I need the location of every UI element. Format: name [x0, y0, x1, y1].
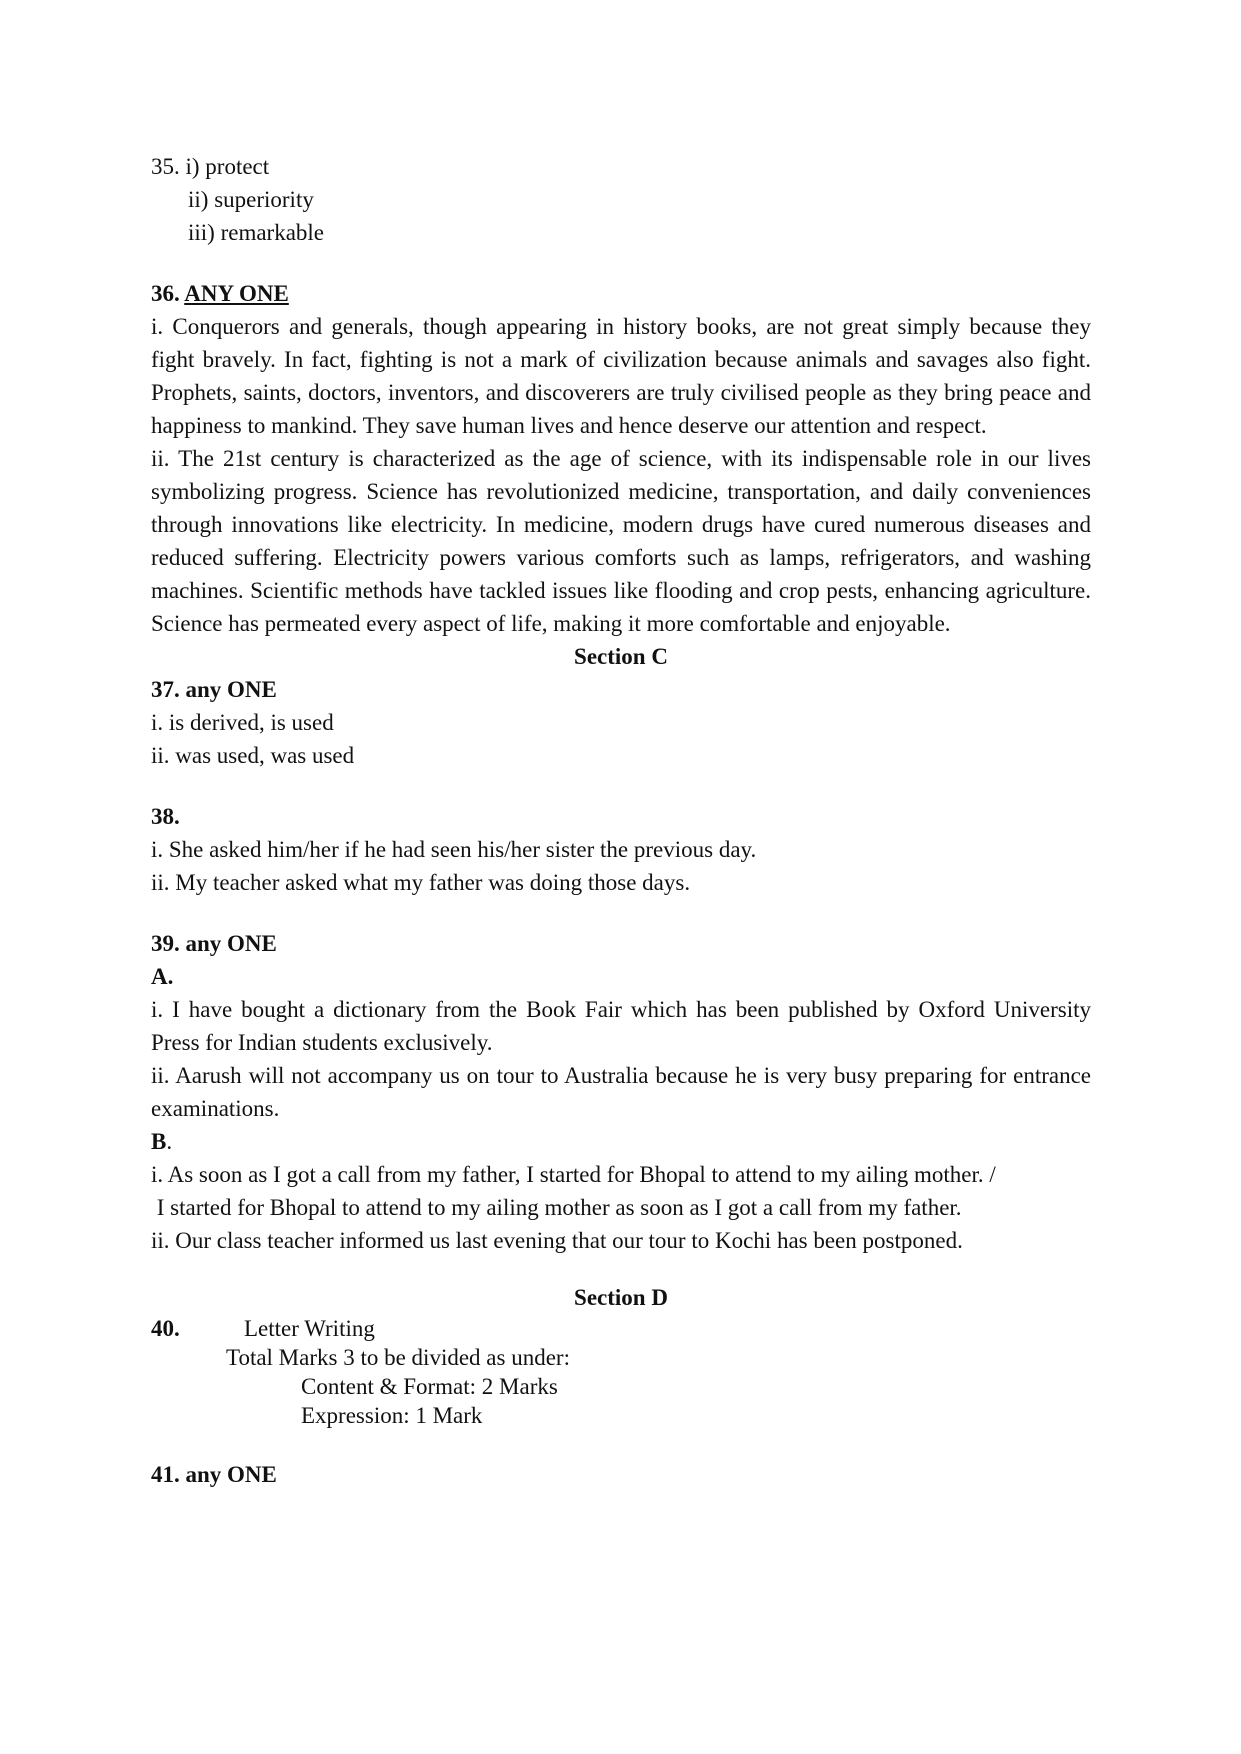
q35-item-2: ii) superiority: [188, 187, 314, 212]
question-35: [151, 150, 1091, 249]
question-41: [151, 1458, 1091, 1491]
q39-b-answer-1-line-2: I started for Bhopal to attend to my ailing mother as soon as I got a call from my father.: [151, 1195, 962, 1220]
q39-a-answer-1: i. I have bought a dictionary from the Book Fair which has been published by Oxford University Press for Indian students exclusively.: [151, 997, 1091, 1055]
q38-heading: 38.: [151, 804, 180, 829]
q38-item-1: i. She asked him/her if he had seen his/her sister the previous day.: [151, 837, 757, 862]
q39-part-b-dot: .: [166, 1129, 173, 1154]
question-39: [151, 927, 1091, 1257]
q38-item-2: ii. My teacher asked what my father was doing those days.: [151, 870, 691, 895]
section-d-heading: Section D: [574, 1285, 668, 1310]
q40-expression: Expression: 1 Mark: [301, 1403, 483, 1428]
q40-number: 40.: [151, 1316, 180, 1341]
question-40: [151, 1314, 1091, 1430]
q39-b-answer-2: ii. Our class teacher informed us last evening that our tour to Kochi has been postponed.: [151, 1228, 963, 1253]
q40-title: Letter Writing: [244, 1316, 375, 1341]
q37-item-2: ii. was used, was used: [151, 743, 355, 768]
section-c-heading: Section C: [574, 644, 668, 669]
q36-answer-2: ii. The 21st century is characterized as the age of science, with its indispensable role in our lives symbolizing progress. Science has revolutionized medicine, transportation, and daily conveniences through innovations like electricity. In medicine, modern drugs have cured numerous diseases and reduced suffering. Electricity powers various comforts such as lamps, refrigerators, and washing machines. Scientific methods have tackled issues like flooding and crop pests, enhancing agriculture. Science has permeated every aspect of life, making it more comfortable and enjoyable.: [151, 446, 1091, 636]
q36-answer-1: i. Conquerors and generals, though appearing in history books, are not great simply because they fight bravely. In fact, fighting is not a mark of civilization because animals and savages also fight. Prophets, saints, doctors, inventors, and discoverers are truly civilised people as they bring peace and happiness to mankind. They save human lives and hence deserve our attention and respect.: [151, 314, 1091, 438]
q35-item-3: iii) remarkable: [188, 220, 325, 245]
page-content: [151, 150, 1091, 1491]
question-38: [151, 800, 1091, 899]
q40-content-format: Content & Format: 2 Marks: [301, 1374, 558, 1399]
q36-heading: ANY ONE: [184, 281, 289, 306]
question-36: [151, 277, 1091, 640]
q39-part-b: B: [151, 1129, 167, 1154]
q40-total-marks: Total Marks 3 to be divided as under:: [226, 1345, 570, 1370]
q39-part-a: A.: [151, 964, 174, 989]
q39-b-answer-1-line-1: i. As soon as I got a call from my father, I started for Bhopal to attend to my ailing mother. /: [151, 1162, 996, 1187]
q35-item-1: i) protect: [185, 154, 270, 179]
q39-heading: 39. any ONE: [151, 931, 277, 956]
q37-item-1: i. is derived, is used: [151, 710, 334, 735]
q37-heading: 37. any ONE: [151, 677, 277, 702]
q35-number: 35.: [151, 154, 180, 179]
q36-number: 36.: [151, 281, 180, 306]
question-37: [151, 673, 1091, 772]
q41-heading: 41. any ONE: [151, 1462, 277, 1487]
q39-a-answer-2: ii. Aarush will not accompany us on tour to Australia because he is very busy preparing for entrance examinations.: [151, 1063, 1091, 1121]
